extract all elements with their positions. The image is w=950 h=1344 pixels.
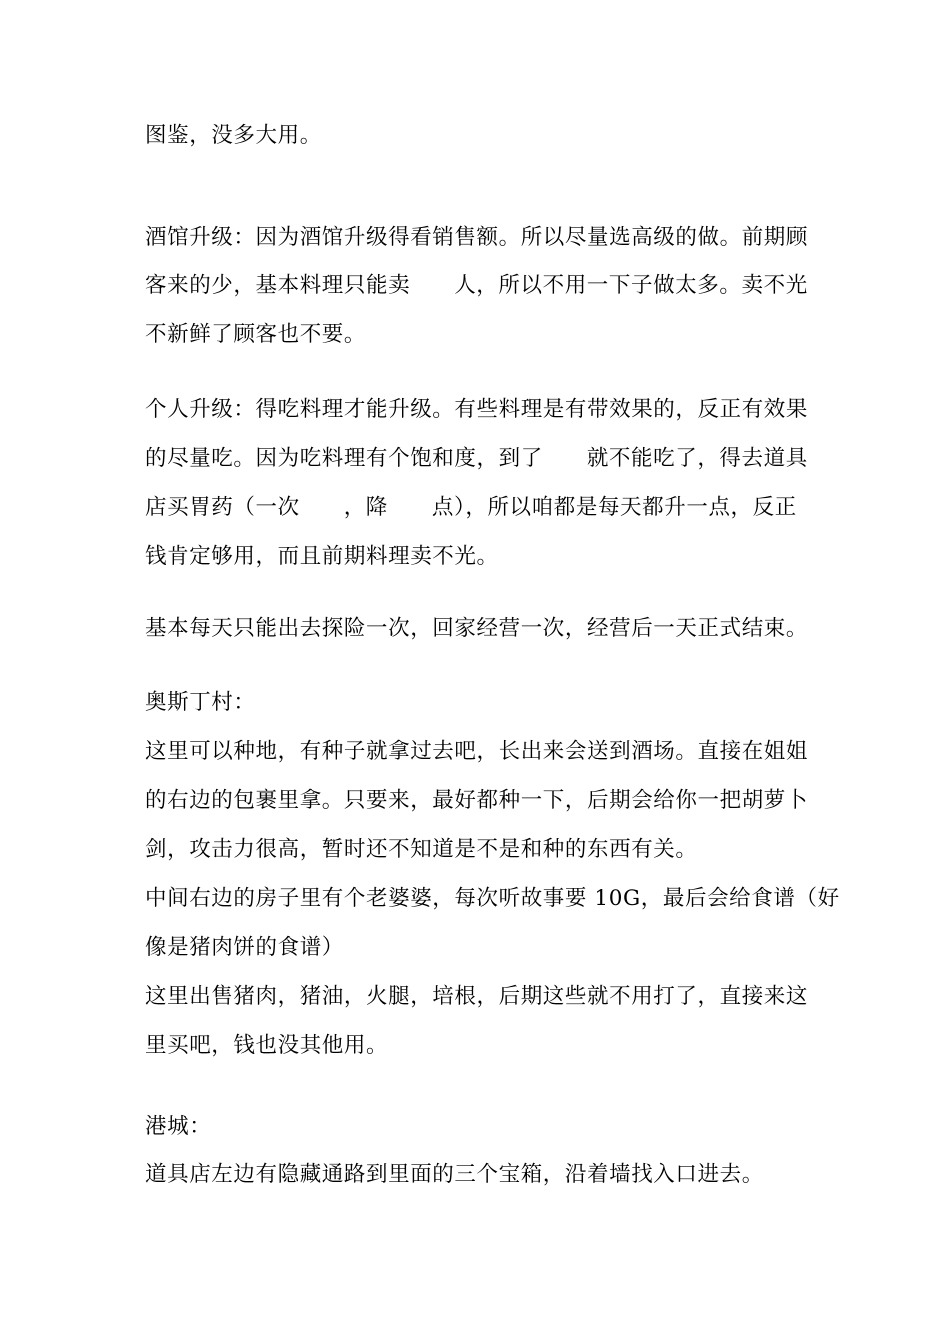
section-heading: 港城： (145, 1114, 212, 1139)
text-span: 的尽量吃。因为吃料理有个饱和度，到了 (145, 446, 543, 471)
text-line: 酒馆升级：因为酒馆升级得看销售额。所以尽量选高级的做。前期顾 (145, 225, 809, 250)
text-span: 店买胃药（一次 (145, 495, 300, 520)
text-line: 道具店左边有隐藏通路到里面的三个宝箱，沿着墙找入口进去。 (145, 1162, 764, 1187)
text-line: 这里可以种地，有种子就拿过去吧，长出来会送到酒场。直接在姐姐 (145, 739, 809, 764)
text-line (145, 494, 815, 522)
text-line: 里买吧，钱也没其他用。 (145, 1033, 389, 1058)
text-line: 剑，攻击力很高，暂时还不知道是不是和种的东西有关。 (145, 837, 698, 862)
text-line: 个人升级：得吃料理才能升级。有些料理是有带效果的，反正有效果 (145, 397, 809, 422)
text-line: 像是猪肉饼的食谱） (145, 935, 344, 960)
text-line: 中间右边的房子里有个老婆婆，每次听故事要 10G，最后会给食谱（好 (145, 886, 840, 911)
text-line: 基本每天只能出去探险一次，回家经营一次，经营后一天正式结束。 (145, 616, 809, 641)
section-heading: 奥斯丁村： (145, 690, 256, 715)
text-line (145, 272, 815, 300)
text-line: 的右边的包裹里拿。只要来，最好都种一下，后期会给你一把胡萝卜 (145, 788, 809, 813)
text-span: 点），所以咱都是每天都升一点，反正 (431, 495, 797, 520)
text-line: 这里出售猪肉，猪油，火腿，培根，后期这些就不用打了，直接来这 (145, 984, 809, 1009)
text-line: 钱肯定够用，而且前期料理卖不光。 (145, 544, 499, 569)
text-span: ，降 (343, 495, 388, 520)
text-span: 就不能吃了，得去道具 (586, 446, 808, 471)
text-span: 人，所以不用一下子做太多。卖不光 (454, 273, 808, 298)
text-line: 图鉴，没多大用。 (145, 123, 322, 148)
text-line: 不新鲜了顾客也不要。 (145, 322, 367, 347)
text-span: 客来的少，基本料理只能卖 (145, 273, 411, 298)
text-line (145, 445, 815, 473)
